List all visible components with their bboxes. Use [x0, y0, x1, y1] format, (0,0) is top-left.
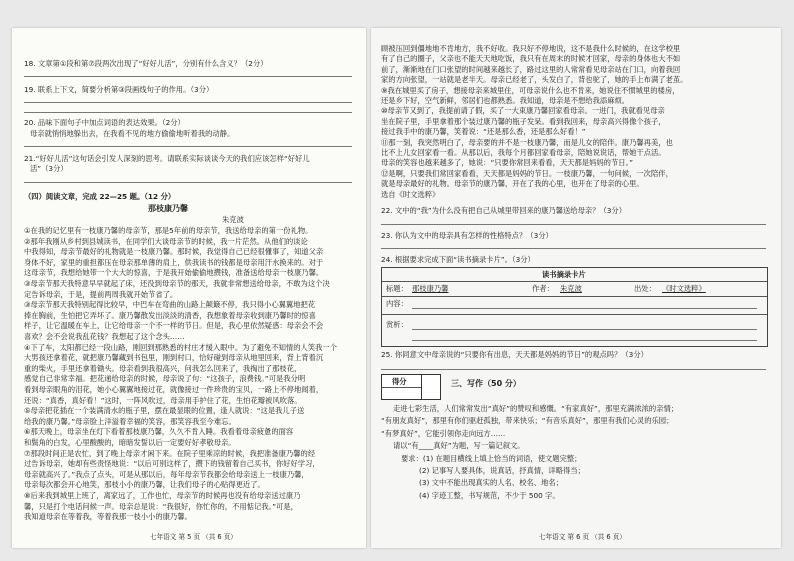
text-line: ⑨我在城里买了房子，想接母亲来城里住，可母亲说什么也不肯来，她说住不惯城里的楼房， — [381, 85, 680, 95]
text-line: ⑥那天晚上，母亲坐在灯下看着那枝康乃馨，久久不肯入睡。我看着母亲疲惫的面容 — [24, 427, 294, 437]
essay-line: 走进七彩生活，人们常常发出“真好”的赞叹和感慨。“有家真好”，那里充满浓浓的亲情； — [393, 404, 679, 413]
text-line: ⑪那一刻，我突然明白了，母亲要的并不是一枝康乃馨，而是儿女的陪伴。康乃馨再美，也 — [381, 137, 673, 147]
text-line: ⑧后来我到城里上班了，离家远了，工作也忙，母亲节的时候再也没有给母亲送过康乃 — [24, 491, 301, 500]
text-line: 馨，只是打个电话问候一声。母亲总是说：“我很好，你忙你的，不用惦记我。”可是， — [24, 501, 298, 511]
section-4-heading: （四）阅读文章，完成 22—25 题。（12 分） — [24, 192, 176, 201]
card-label-reflection: 赏析： — [386, 320, 408, 329]
card-reflection-line[interactable] — [412, 329, 757, 330]
text-line: 有了自己的圈子，父亲也不能天天地吃饭，我只有在周末的时候才回家，母亲的身体也大不如 — [381, 54, 681, 64]
card-label-title: 标题： — [386, 284, 408, 293]
text-line: 还是乡下好，空气新鲜，邻居们也都熟悉。我知道，母亲是不想给我添麻烦。 — [381, 96, 630, 105]
essay-line: (2) 记事写人要具体，说真话，抒真情，详略得当； — [419, 466, 585, 475]
question-18: 18. 文章第①段和第⑦段两次出现了“好好儿活”，分别有什么含义？（2分） — [24, 59, 268, 68]
question-21-line1: 21.“好好儿活”这句话会引发人深刻的思考。请联系实际谈谈今天的我们应该怎样“好好儿 — [24, 154, 310, 163]
card-divider — [382, 281, 767, 282]
text-line: 看到母亲眼角的泪花，她小心翼翼地接过花，就像接过一件珍贵的宝贝，一路上不停地闻着， — [24, 385, 324, 394]
text-line: 母亲就高兴了。”我点了点头，可是从那以后，每年母亲节我都会给母亲送上一枝康乃馨， — [24, 469, 309, 479]
text-line: 比不上儿女回家看一看。从那以后，我每个月都回家看母亲，陪她说说话，帮她干点活。 — [381, 148, 666, 157]
answer-line[interactable] — [381, 224, 766, 225]
text-line: 大男孩还拿着花，就把康乃馨藏到书包里，刚到村口，恰好碰到母亲从地里回来，背上背着沉 — [24, 353, 324, 363]
text-line: 中我得知，母亲节最好的礼物就是一枝康乃馨。那时候，我觉得自己已经很懂事了，知道父亲 — [24, 247, 324, 257]
left-page — [12, 28, 366, 548]
question-22: 22. 文中的“我”为什么没有把自己从城里带回来的康乃馨送给母亲？（3分） — [381, 206, 627, 215]
text-line: 样子，让它温暖在车上，让它给母亲一个不一样的节日。但是，我心里依然疑惑：母亲会不会 — [24, 321, 324, 331]
text-line: 和鬓角的白发，心里酸酸的，暗暗发誓以后一定要好好孝敬母亲。 — [24, 438, 236, 447]
text-line: ⑤母亲把花插在一个装满清水的瓶子里，摆在最显眼的位置，逢人就说：“这是我儿子送 — [24, 406, 305, 416]
card-value-title[interactable]: 那枝康乃馨 — [412, 284, 449, 293]
section-3-heading: 三、写作（50 分） — [451, 379, 521, 388]
answer-line[interactable] — [381, 369, 766, 370]
text-line: 定告诉母亲，于是，提前两周我就开始节省了。 — [24, 289, 178, 299]
card-label-source: 出处： — [634, 284, 656, 293]
essay-line: 要求：(1) 在题目横线上填上恰当的词语，使文题完整； — [401, 453, 582, 463]
text-line: ②那年我刚从乡村到县城读书，在同学们大谈母亲节的时候，我一片茫然。从他们的谈论 — [24, 236, 308, 246]
text-line: 这母亲节，我想给她带一个大大的惊喜，于是我开始偷偷地攒钱，准备送给母亲一枝康乃馨。 — [24, 268, 324, 278]
question-19: 19. 联系上下文，简要分析第③段画线句子的作用。（3分） — [24, 85, 214, 94]
card-value-source[interactable]: 《时文选粹》 — [662, 284, 706, 293]
text-line: 过告诉母亲，她却有些责怪地说：“以后可别这样了，攒下的钱留着自己买书，你好好学习， — [24, 459, 320, 469]
card-label-author: 作者： — [532, 284, 554, 293]
question-23: 23. 你认为文中的母亲具有怎样的性格特点？（3分） — [381, 231, 553, 240]
text-line: 母亲每次都会开心地笑，那枝小小的康乃馨，让我们母子的心贴得更近了。 — [24, 480, 265, 490]
text-line: 顾被压回到僵地地不肯地方，我不好收。我只好不停地说，这不是我什么时候的，在这学校里 — [381, 44, 681, 53]
card-title: 读书摘录卡片 — [542, 270, 586, 279]
essay-line: “有朋友真好”，那里有你们驱赶孤独，带来快乐；“有音乐真好”，那里有我们心灵的乐园； — [381, 416, 674, 426]
text-line: 家的方向张望，一站就是老半天。母亲已经老了，头发白了，背也驼了，她的手上布满了老茧。 — [381, 75, 688, 85]
question-24: 24. 根据要求完成下面“读书摘录卡片”。（3分） — [381, 255, 535, 264]
question-25: 25. 你同意文中母亲说的“只要你有出息，天天都是妈妈的节日”的观点吗？（3分） — [381, 350, 648, 359]
card-content-line[interactable] — [412, 308, 757, 309]
card-reflection-line[interactable] — [412, 340, 757, 341]
essay-line: 请以“有____真好”为题，写一篇记叙文。 — [393, 441, 525, 451]
right-page — [371, 28, 781, 548]
article-title: 那枝康乃馨 — [148, 204, 188, 213]
card-value-author[interactable]: 朱克波 — [560, 284, 582, 293]
card-divider — [382, 314, 767, 315]
article-author: 朱克波 — [222, 215, 244, 224]
text-line: 给我的康乃馨。”母亲脸上洋溢着幸福的笑容，那笑容我至今难忘。 — [24, 416, 236, 426]
text-line: ⑩母亲节又到了，我提前请了假，买了一大束康乃馨回家看母亲。一进门，我就看见母亲 — [381, 106, 665, 116]
question-20: 20. 品味下面句子中加点词语的表达效果。（2分） — [24, 118, 185, 127]
text-line: ④下了车，太阳都已经一段山路，刚回到那熟悉的村庄才缓入眼中。为了避免不知情的人笑我一个 — [24, 342, 338, 352]
score-box — [381, 374, 423, 400]
text-line: 就是母亲最好的礼物。母亲节的康乃馨，开在了我的心里，也开在了母亲的心里。 — [381, 179, 644, 189]
answer-line[interactable] — [24, 112, 352, 113]
text-line: ③母亲节那天我特意早早就起了床，还没到母亲节的那天，我就非常想送给母亲，不敢为这个决 — [24, 279, 330, 288]
text-line: 接过我手中的康乃馨，笑着说：“还是那么香，还是那么好看！” — [381, 127, 586, 137]
text-line: 捧在胸前，生怕把它弄坏了。康乃馨散发出淡淡的清香，我想象着母亲收到康乃馨时的惊喜 — [24, 310, 316, 320]
reading-card — [381, 267, 768, 347]
text-line: 感觉自己非常幸福。把花递给母亲的时候，母亲说了句：“这孩子，浪费钱。”可是我分明 — [24, 374, 306, 384]
text-line: ⑫是啊，只要我们常回家看看，天天都是妈妈的节日。一枝康乃馨，一句问候，一次陪伴， — [381, 168, 673, 178]
answer-line[interactable] — [24, 76, 352, 77]
answer-line[interactable] — [381, 248, 766, 249]
essay-line: (4) 字迹工整，书写规范，不少于 500 字。 — [419, 490, 560, 500]
text-line: 母亲的笑容也越来越多了，她说：“只要你常回来看看，天天都是妈妈的节日。” — [381, 158, 634, 168]
score-box-divider — [382, 387, 422, 388]
text-line: 我知道母亲在等着我，等着我那一枝小小的康乃馨。 — [24, 512, 192, 522]
answer-line[interactable] — [24, 182, 352, 183]
text-line: 喜欢？会不会说我乱花钱？我想起了这个念头…… — [24, 332, 185, 341]
card-label-content: 内容： — [386, 299, 408, 308]
page-footer: 七年语文 第 6 页 （共 6 页） — [539, 533, 626, 541]
card-divider — [382, 296, 767, 297]
question-21-line2: 活”（3分） — [30, 164, 68, 173]
essay-line: “有梦真好”，它能引领你走向远方…… — [381, 428, 506, 438]
question-20-sentence: 母亲就悄悄地躲出去，在我看不见的地方偷偷地听着我的动静。 — [30, 129, 235, 138]
answer-line[interactable] — [24, 146, 352, 147]
essay-line: (3) 文中不能出现真实的人名、校名、地名； — [419, 478, 563, 488]
score-label: 得分 — [392, 377, 407, 386]
text-line: ⑦那段时间正是农忙，到了晚上母亲才闲下来。在院子里乘凉的时候，我把准备康乃馨的经 — [24, 448, 316, 458]
text-line: ①在我的记忆里有一枝康乃馨的母亲节，那是5年前的母亲节，我送给母亲的第一份礼物。 — [24, 226, 313, 235]
text-line: 身体不好，家里的重担都压在母亲那单薄的肩上，供我读书的钱都是母亲用汗水换来的。对于 — [24, 257, 324, 267]
page-footer: 七年语文 第 5 页 （共 6 页） — [150, 533, 237, 541]
text-line: 还说：“真香，真好看！”这时，一阵风吹过，母亲用手护住了花，生怕花瓣被风吹落。 — [24, 395, 302, 405]
text-line: 前了，渐渐地在门口张望的时间越来越长了，路过这里的人常常看见母亲站在门口，向着我回 — [381, 64, 681, 74]
text-line: 坐在院子里，手里拿着那个装过康乃馨的瓶子发呆。看到我回来，母亲高兴得像个孩子， — [381, 116, 666, 126]
text-line: 重的柴火，手里还拿着锄头。母亲看到我很高兴，问我怎么回来了，我掏出了那枝花， — [24, 363, 302, 373]
answer-line[interactable] — [24, 102, 352, 103]
text-line: ③母亲节那天我特别起得比较早，中巴车在弯曲的山路上颠簸不停，我只得小心翼翼地把花 — [24, 300, 316, 310]
score-input[interactable] — [421, 374, 441, 400]
text-line: 选自《时文选粹》 — [381, 189, 440, 199]
